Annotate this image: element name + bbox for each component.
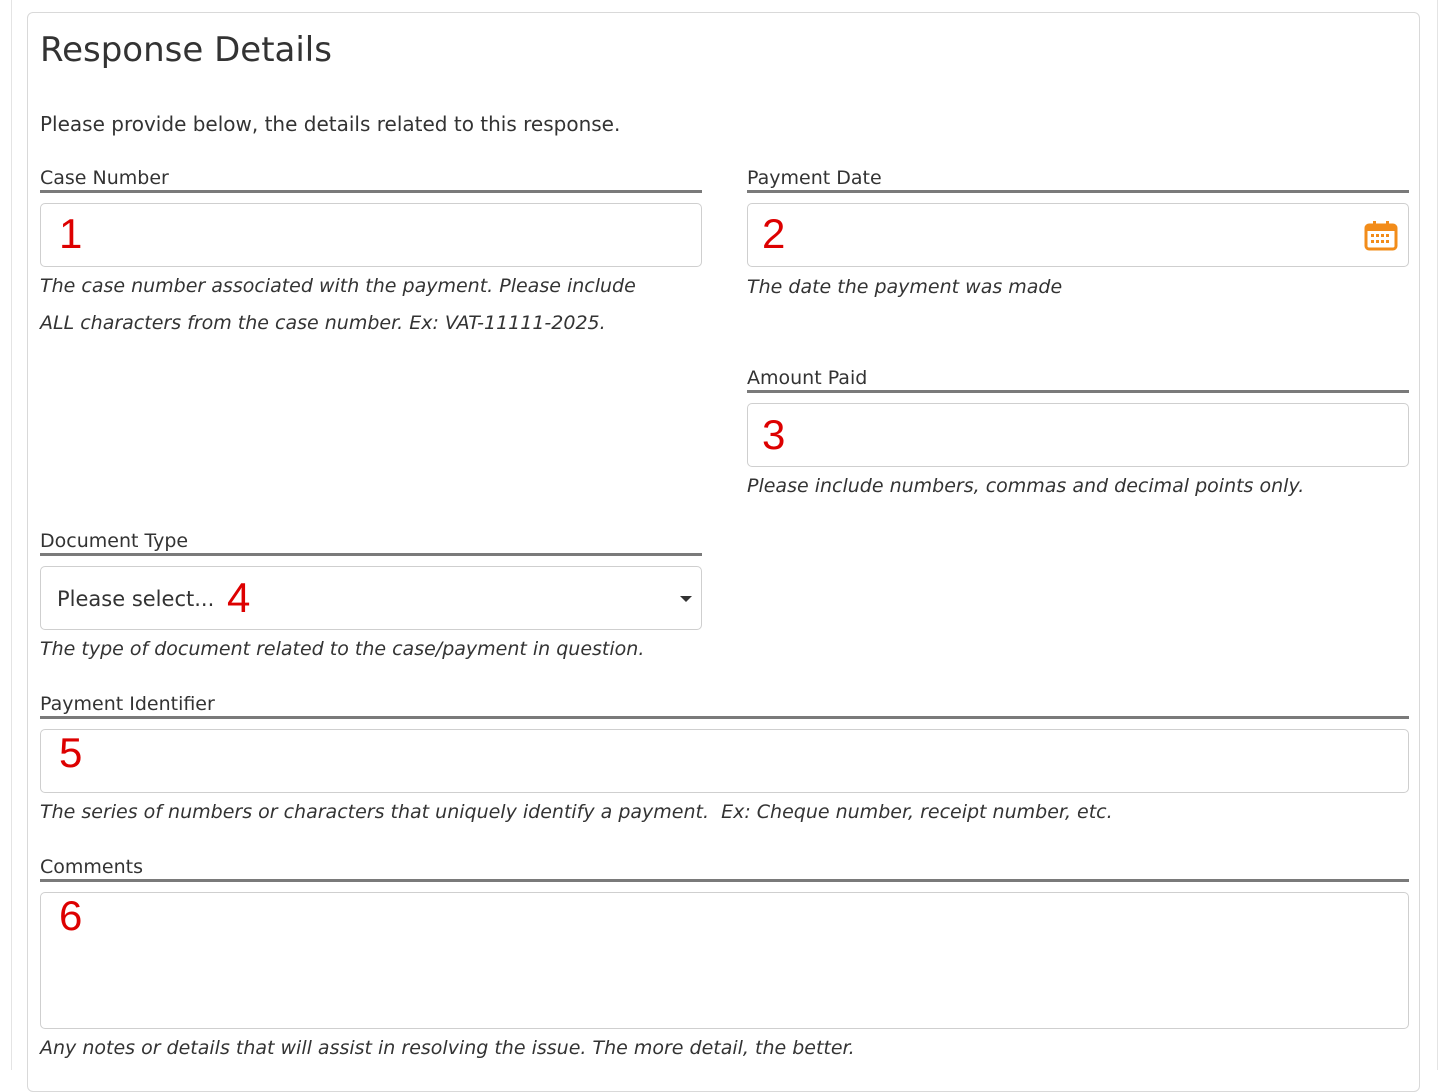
- case-number-label: Case Number: [40, 167, 702, 193]
- case-number-help: The case number associated with the payment. Please include ALL characters from the case number. Ex: VAT-11111-2025.: [40, 275, 636, 334]
- page-edge-left: [11, 0, 12, 1070]
- document-type-marker: 4: [227, 574, 251, 621]
- payment-date-label: Payment Date: [747, 167, 1409, 193]
- payment-date-help: The date the payment was made: [747, 276, 1063, 298]
- payment-identifier-input[interactable]: [40, 729, 1409, 793]
- document-type-help: The type of document related to the case/payment in question.: [40, 638, 645, 660]
- payment-identifier-help: The series of numbers or characters that uniquely identify a payment. Ex: Cheque number, receipt number, etc.: [40, 801, 1113, 823]
- comments-label: Comments: [40, 856, 1409, 882]
- intro-text: Please provide below, the details related to this response.: [40, 112, 621, 136]
- chevron-down-icon[interactable]: [680, 596, 692, 602]
- amount-paid-input[interactable]: [747, 403, 1409, 467]
- payment-identifier-label: Payment Identifier: [40, 693, 1409, 719]
- amount-paid-label: Amount Paid: [747, 367, 1409, 393]
- page-edge-right: [1437, 0, 1438, 1070]
- amount-paid-help: Please include numbers, commas and decimal points only.: [747, 475, 1305, 497]
- document-type-select[interactable]: [40, 566, 702, 630]
- case-number-marker: 1: [59, 210, 83, 257]
- page-title: Response Details: [40, 30, 332, 70]
- comments-marker: 6: [59, 892, 83, 939]
- payment-date-marker: 2: [762, 210, 786, 257]
- document-type-selected: Please select...: [57, 587, 215, 611]
- amount-paid-marker: 3: [762, 411, 786, 458]
- payment-date-input[interactable]: [747, 203, 1409, 267]
- case-number-input[interactable]: [40, 203, 702, 267]
- payment-identifier-marker: 5: [59, 729, 83, 776]
- comments-textarea[interactable]: [40, 892, 1409, 1029]
- calendar-icon[interactable]: [1364, 221, 1398, 251]
- document-type-label: Document Type: [40, 530, 702, 556]
- comments-help: Any notes or details that will assist in resolving the issue. The more detail, the better.: [40, 1037, 855, 1059]
